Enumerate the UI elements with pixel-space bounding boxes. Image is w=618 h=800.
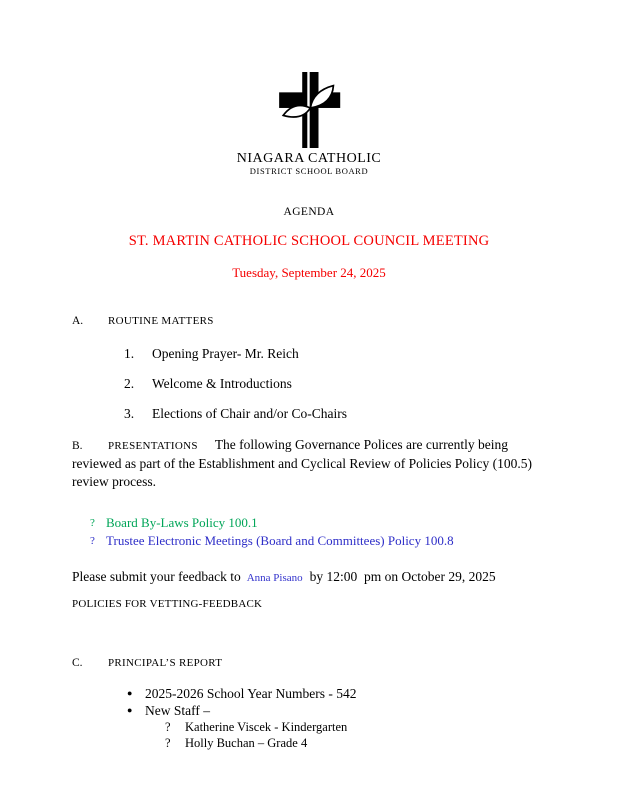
- cross-with-leaves-icon: [275, 72, 343, 148]
- contact-link[interactable]: Anna Pisano: [246, 571, 303, 584]
- section-a-letter: A.: [72, 314, 84, 327]
- section-a-heading-row: [72, 315, 545, 327]
- routine-matters-list: [72, 346, 545, 422]
- item-text: 2025-2026 School Year Numbers - 542: [145, 685, 357, 701]
- section-presentations: [72, 436, 545, 610]
- org-name: NIAGARA CATHOLIC: [236, 151, 382, 166]
- item-text: Katherine Viscek - Kindergarten: [185, 719, 348, 734]
- section-a-title: ROUTINE MATTERS: [108, 314, 214, 327]
- new-staff-sublist: [72, 719, 545, 751]
- agenda-label: AGENDA: [283, 205, 335, 218]
- list-item: [124, 346, 545, 362]
- trustee-meetings-policy-link[interactable]: Trustee Electronic Meetings (Board and Committees) Policy 100.8: [106, 532, 454, 548]
- section-c-letter: C.: [72, 656, 83, 669]
- item-text: Elections of Chair and/or Co-Chairs: [152, 405, 347, 421]
- policies-vetting-note: POLICIES FOR VETTING-FEEDBACK: [72, 597, 263, 610]
- question-bullet-icon: ?: [90, 516, 95, 529]
- org-subtitle: DISTRICT SCHOOL BOARD: [249, 166, 369, 176]
- item-number: 2.: [124, 375, 135, 391]
- presentations-intro-text: The following Governance Polices are currently being reviewed as part of the Establishment and Cyclical Review of Policies Policy (100.5) review process.: [72, 436, 533, 489]
- principals-report-list: [72, 685, 545, 751]
- section-c-heading-row: [72, 657, 545, 669]
- list-item: [127, 685, 545, 702]
- list-item: [127, 702, 545, 719]
- board-logo: [0, 0, 618, 176]
- presentations-paragraph: [72, 436, 545, 491]
- question-bullet-icon: ?: [90, 534, 95, 547]
- section-b-title: PRESENTATIONS: [108, 439, 198, 452]
- section-b-letter: B.: [72, 439, 83, 452]
- meeting-date: Tuesday, September 24, 2025: [232, 264, 386, 280]
- list-item: [90, 514, 545, 532]
- section-principals-report: [72, 657, 545, 751]
- feedback-prefix: Please submit your feedback to: [72, 568, 241, 584]
- feedback-suffix: by 12:00 pm on October 29, 2025: [309, 568, 496, 584]
- item-number: 3.: [124, 405, 135, 421]
- section-routine-matters: [72, 315, 545, 422]
- meeting-title: ST. MARTIN CATHOLIC SCHOOL COUNCIL MEETING: [128, 232, 490, 249]
- list-item: [165, 735, 545, 751]
- list-item: [165, 719, 545, 735]
- list-item: [124, 376, 545, 392]
- question-bullet-icon: ?: [165, 735, 171, 750]
- list-item: [90, 532, 545, 550]
- item-text: Holly Buchan – Grade 4: [185, 735, 308, 750]
- board-bylaws-policy-link[interactable]: Board By-Laws Policy 100.1: [106, 514, 258, 530]
- item-number: 1.: [124, 345, 135, 361]
- policy-link-list: [90, 514, 545, 550]
- item-text: New Staff –: [145, 702, 210, 718]
- section-c-title: PRINCIPAL’S REPORT: [108, 656, 223, 669]
- question-bullet-icon: ?: [165, 719, 171, 734]
- item-text: Opening Prayer- Mr. Reich: [152, 345, 299, 361]
- disc-bullet-icon: ●: [127, 687, 133, 698]
- feedback-instruction: [72, 569, 545, 585]
- item-text: Welcome & Introductions: [152, 375, 292, 391]
- document-body: [72, 315, 545, 751]
- list-item: [124, 406, 545, 422]
- disc-bullet-icon: ●: [127, 704, 133, 715]
